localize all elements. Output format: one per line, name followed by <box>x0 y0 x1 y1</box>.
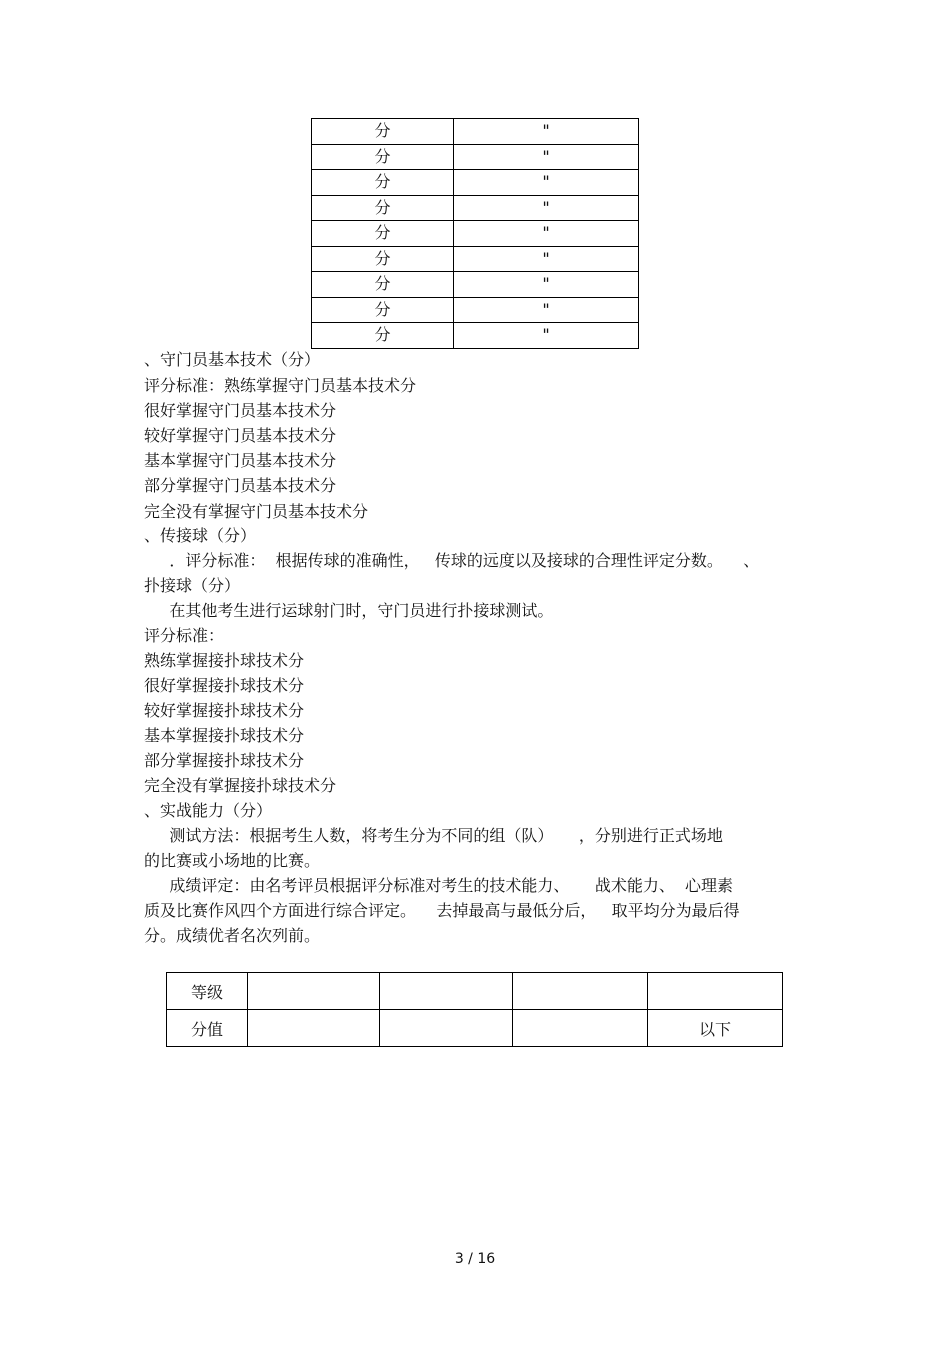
table-cell <box>513 1010 648 1047</box>
text-line: 部分掌握守门员基本技术分 <box>144 476 337 495</box>
table-cell: " <box>454 323 639 349</box>
text-line: 很好掌握守门员基本技术分 <box>144 401 337 420</box>
table-cell <box>380 973 513 1010</box>
table-cell <box>248 973 380 1010</box>
text-line: 完全没有掌握守门员基本技术分 <box>144 502 369 521</box>
table-cell: " <box>454 119 639 145</box>
table-row <box>312 221 639 247</box>
text-line: 基本掌握守门员基本技术分 <box>144 451 337 470</box>
table-row <box>312 144 639 170</box>
table-row <box>312 170 639 196</box>
text-line: 熟练掌握接扑球技术分 <box>144 651 305 670</box>
text-line: 很好掌握接扑球技术分 <box>144 676 305 695</box>
table-row <box>312 323 639 349</box>
score-table <box>311 118 639 349</box>
text-line: 评分标准： <box>144 626 225 645</box>
text-line: 部分掌握接扑球技术分 <box>144 751 305 770</box>
table-cell: " <box>454 297 639 323</box>
table-row <box>312 195 639 221</box>
text-line: 较好掌握接扑球技术分 <box>144 701 305 720</box>
grade-table <box>166 972 783 1047</box>
table-cell: " <box>454 170 639 196</box>
section-heading-goalkeeper: 、守门员基本技术（分） <box>144 350 321 369</box>
table-cell: " <box>454 195 639 221</box>
text-line: 基本掌握接扑球技术分 <box>144 726 305 745</box>
text-line: 在其他考生进行运球射门时，守门员进行扑接球测试。 <box>144 601 554 620</box>
table-cell <box>648 973 783 1010</box>
table-row <box>312 119 639 145</box>
table-cell: 分 <box>312 144 454 170</box>
text-line: 评分标准：熟练掌握守门员基本技术分 <box>144 376 417 395</box>
table-row <box>167 973 783 1010</box>
text-line: 的比赛或小场地的比赛。 <box>144 851 321 870</box>
table-cell: 分 <box>312 195 454 221</box>
table-cell: 分 <box>312 170 454 196</box>
section-heading-catching: 扑接球（分） <box>144 576 241 595</box>
table-cell: 分 <box>312 246 454 272</box>
text-line: 质及比赛作风四个方面进行综合评定。 去掉最高与最低分后， 取平均分为最后得 <box>144 901 740 920</box>
table-cell: 等级 <box>167 973 248 1010</box>
page-number: 3 / 16 <box>454 1251 496 1267</box>
table-cell: 分 <box>312 221 454 247</box>
table-row <box>312 272 639 298</box>
text-line: 测试方法：根据考生人数，将考生分为不同的组（队） ，分别进行正式场地 <box>144 826 723 845</box>
table-cell <box>380 1010 513 1047</box>
table-cell: " <box>454 221 639 247</box>
table-cell: " <box>454 144 639 170</box>
section-heading-match: 、实战能力（分） <box>144 801 273 820</box>
table-cell: 以下 <box>648 1010 783 1047</box>
table-row <box>312 246 639 272</box>
table-cell: 分 <box>312 119 454 145</box>
table-cell: " <box>454 272 639 298</box>
table-cell <box>248 1010 380 1047</box>
table-cell <box>513 973 648 1010</box>
text-line: ．评分标准： 根据传球的准确性， 传球的远度以及接球的合理性评定分数。 、 <box>144 551 760 570</box>
text-line: 完全没有掌握接扑球技术分 <box>144 776 337 795</box>
table-cell: 分 <box>312 272 454 298</box>
text-line: 较好掌握守门员基本技术分 <box>144 426 337 445</box>
table-row <box>167 1010 783 1047</box>
text-line: 分。成绩优者名次列前。 <box>144 926 321 945</box>
table-cell: 分值 <box>167 1010 248 1047</box>
text-line: 成绩评定：由名考评员根据评分标准对考生的技术能力、 战术能力、 心理素 <box>144 876 734 895</box>
table-cell: 分 <box>312 297 454 323</box>
section-heading-passing: 、传接球（分） <box>144 526 257 545</box>
table-cell: " <box>454 246 639 272</box>
table-cell: 分 <box>312 323 454 349</box>
table-row <box>312 297 639 323</box>
